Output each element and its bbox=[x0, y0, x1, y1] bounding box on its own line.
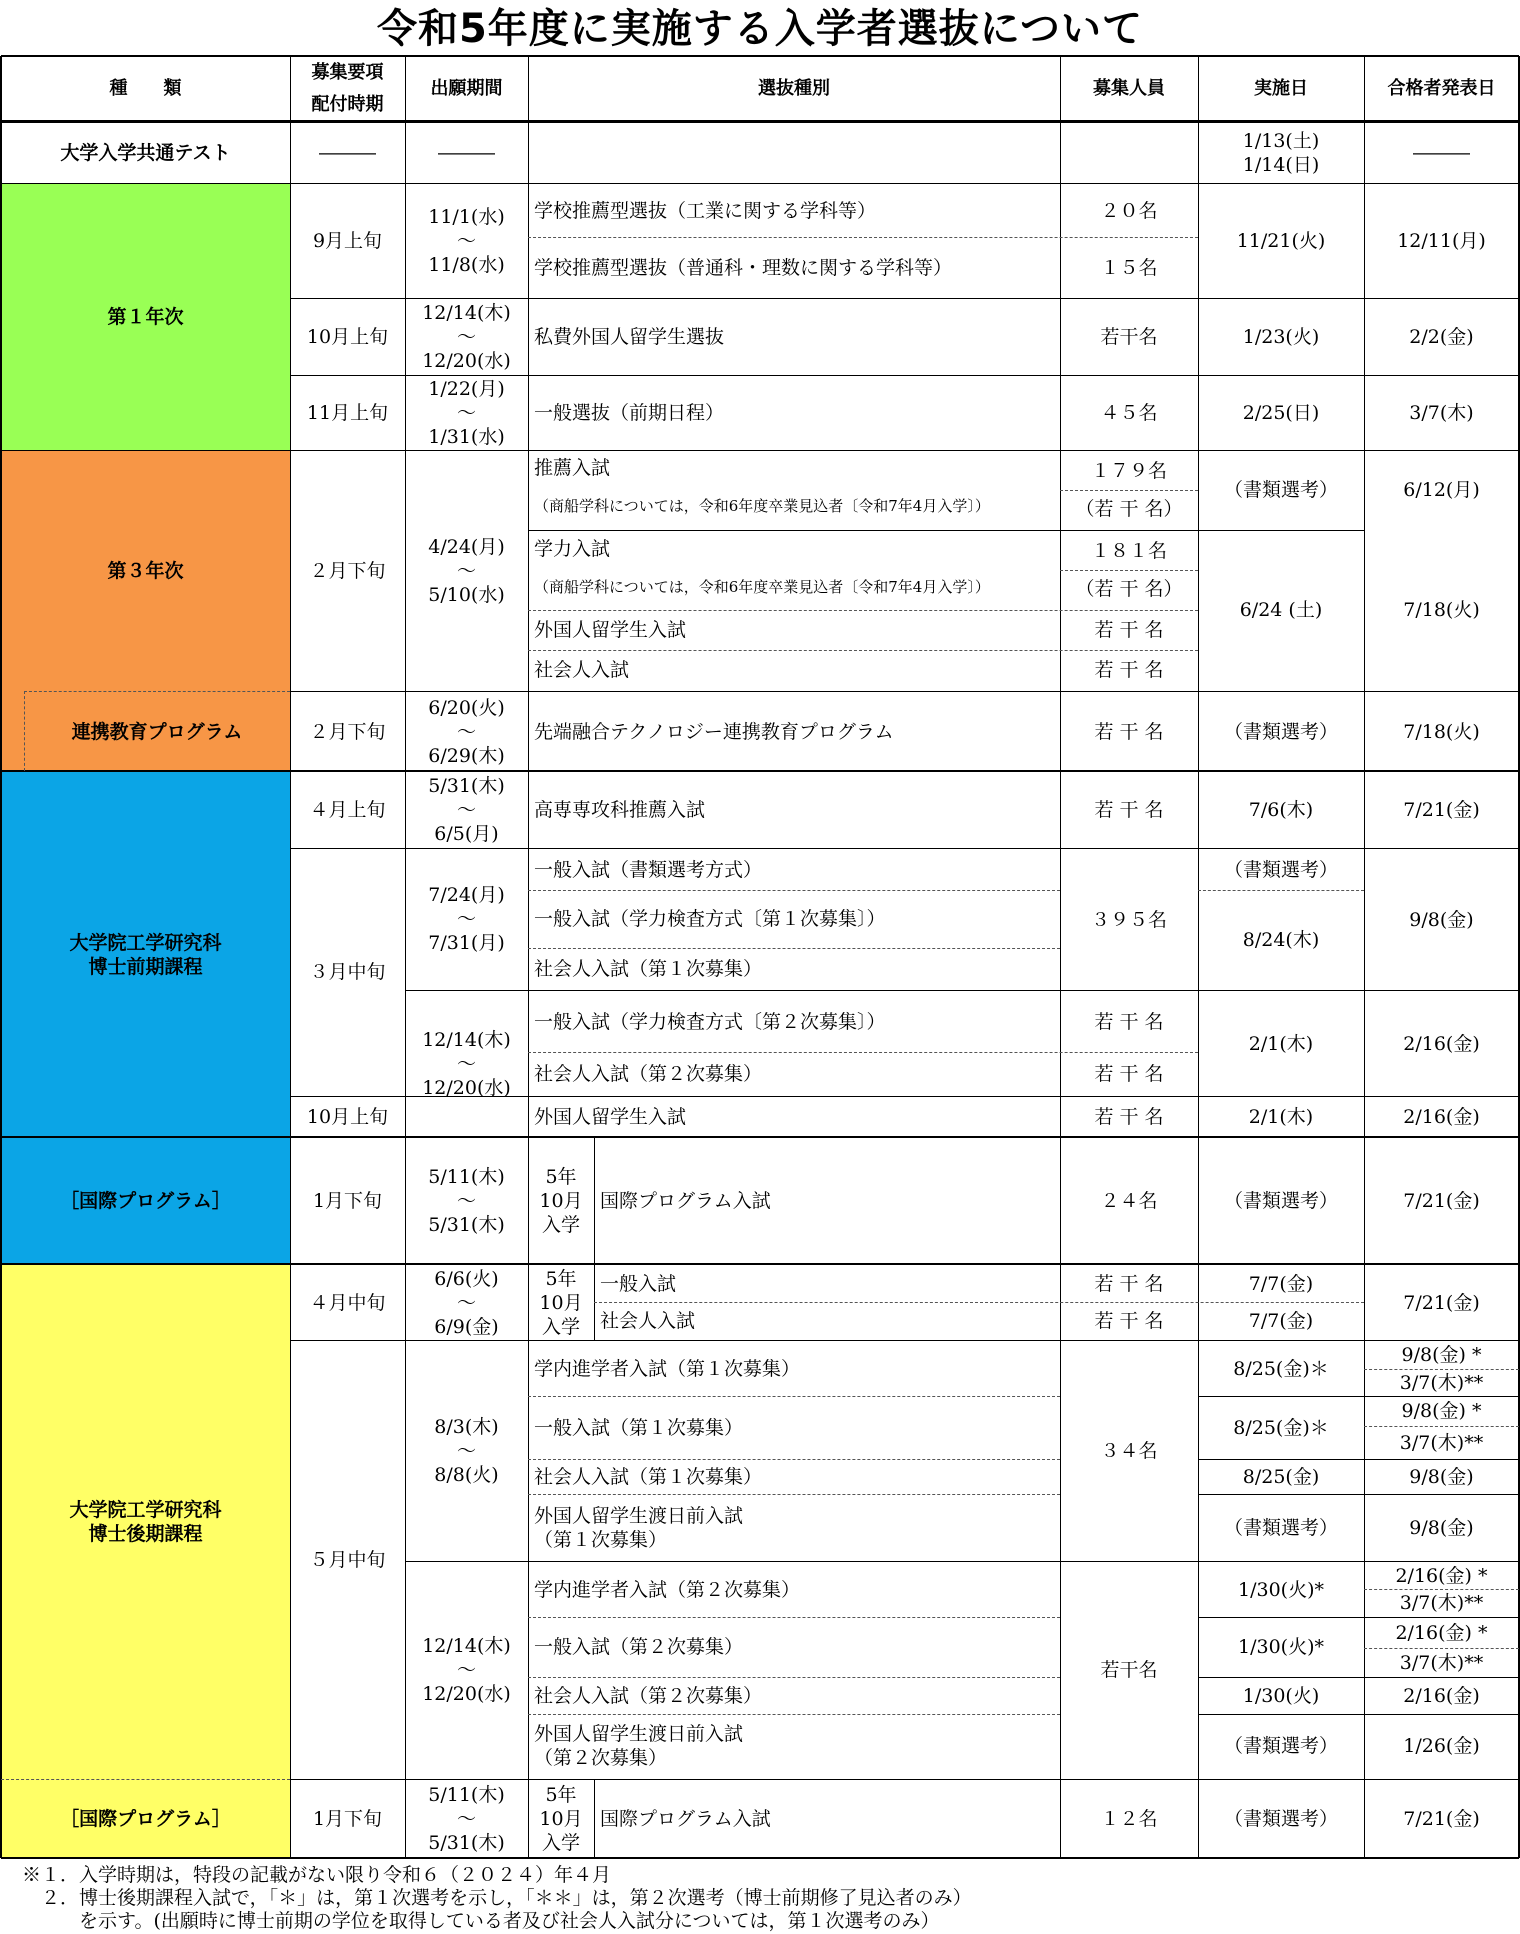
master-g2-sel-a: 一般入試（学力検査方式〔第２次募集〕） bbox=[534, 1010, 886, 1033]
first-r3-guide: 11月上旬 bbox=[306, 401, 389, 424]
header-guide-2: 配付時期 bbox=[311, 94, 384, 115]
third-note-recommend: （商船学科については，令和6年度卒業見込者〔令和7年4月入学〕） bbox=[534, 497, 990, 515]
master-g1-date-b: 8/24(木) bbox=[1242, 929, 1320, 951]
third-sel-intl: 外国人留学生入試 bbox=[534, 619, 687, 641]
doctor-g2-result-2b: 3/7(木)** bbox=[1399, 1651, 1484, 1674]
doctor-g2-date-3: 1/30(火) bbox=[1242, 1684, 1320, 1707]
third-note-academic: （商船学科については，令和6年度卒業見込者〔令和7年4月入学〕） bbox=[534, 578, 990, 596]
renkei-apply: 6/20(火) ～ 6/29(木) bbox=[428, 696, 505, 767]
master-g1-date-a: （書類選考） bbox=[1223, 858, 1338, 881]
master-intl-admit: 5年 10月 入学 bbox=[539, 1166, 583, 1236]
master-g2-cap-a: 若 干 名 bbox=[1094, 1010, 1164, 1033]
master-g2-apply: 12/14(木) ～ 12/20(水) bbox=[422, 1028, 511, 1099]
doctor-label: 大学院工学研究科 博士後期課程 bbox=[69, 1498, 222, 1545]
master-guide-2: ３月中旬 bbox=[309, 961, 386, 983]
first-r3-capacity: ４５名 bbox=[1100, 401, 1158, 424]
doctor-g2-apply: 12/14(木) ～ 12/20(水) bbox=[422, 1635, 511, 1705]
common-test-guide: ――― bbox=[319, 141, 376, 164]
master-g2-sel-b: 社会人入試（第２次募集） bbox=[534, 1063, 763, 1085]
third-sel-recommend: 推薦入試 bbox=[534, 457, 611, 479]
common-test-apply: ――― bbox=[438, 141, 495, 164]
doctor-g1-sel-2: 一般入試（第１次募集） bbox=[534, 1416, 744, 1439]
master-g1-result: 9/8(金) bbox=[1409, 908, 1474, 931]
header-apply: 出願期間 bbox=[430, 78, 503, 99]
doctor-guide-2: ５月中旬 bbox=[309, 1548, 386, 1571]
doctor-r1-date-a: 7/7(金) bbox=[1248, 1272, 1314, 1295]
doctor-r1-sel-a: 一般入試 bbox=[600, 1272, 677, 1295]
doctor-g1-result-1b: 3/7(木)** bbox=[1399, 1371, 1484, 1394]
third-date-main: 6/24 (土) bbox=[1239, 599, 1323, 621]
footnote-3: を示す。(出願時に博士前期の学位を取得している者及び社会人入試分については，第１次選考のみ） bbox=[22, 1910, 940, 1932]
doctor-g2-sel-2: 一般入試（第２次募集） bbox=[534, 1636, 744, 1658]
doctor-intl-label: ［国際プログラム］ bbox=[60, 1808, 231, 1830]
doctor-g1-date-4: （書類選考） bbox=[1223, 1516, 1338, 1539]
doctor-g1-date-1: 8/25(金)＊ bbox=[1233, 1357, 1329, 1380]
master-intl-selection: 国際プログラム入試 bbox=[600, 1190, 771, 1212]
first-r3-date: 2/25(日) bbox=[1242, 401, 1320, 424]
header-selection: 選抜種別 bbox=[758, 78, 830, 99]
doctor-r1-result: 7/21(金) bbox=[1403, 1291, 1480, 1314]
doctor-g2-date-2: 1/30(火)* bbox=[1238, 1636, 1324, 1658]
doctor-intl-selection: 国際プログラム入試 bbox=[600, 1808, 771, 1830]
first-r1-capacity-b: １５名 bbox=[1100, 256, 1158, 279]
footnote-2: ２．博士後期課程入試で，「＊」は，第１次選考を示し，「＊＊」は，第２次選考（博士前期修了見込者のみ） bbox=[22, 1887, 972, 1909]
first-r2-capacity: 若干名 bbox=[1100, 325, 1158, 348]
master-r1-capacity: 若 干 名 bbox=[1094, 799, 1164, 821]
master-intl-label: ［国際プログラム］ bbox=[60, 1190, 231, 1212]
doctor-r1-admit: 5年 10月 入学 bbox=[539, 1267, 583, 1338]
doctor-g2-date-4: （書類選考） bbox=[1223, 1735, 1338, 1757]
doctor-r1-guide: ４月中旬 bbox=[309, 1291, 386, 1314]
third-cap-academic: １８１名 bbox=[1090, 540, 1167, 562]
first-r2-result: 2/2(金) bbox=[1409, 325, 1474, 348]
doctor-g2-sel-1: 学内進学者入試（第２次募集） bbox=[534, 1578, 801, 1601]
doctor-g1-sel-4: 外国人留学生渡日前入試 （第１次募集） bbox=[534, 1504, 744, 1551]
doctor-intl-date: （書類選考） bbox=[1223, 1808, 1338, 1830]
master-g2-date: 2/1(木) bbox=[1248, 1032, 1314, 1055]
doctor-r1-cap-b: 若 干 名 bbox=[1094, 1310, 1164, 1332]
master-g2-result: 2/16(金) bbox=[1403, 1032, 1480, 1055]
first-r2-selection: 私費外国人留学生選抜 bbox=[534, 325, 725, 348]
first-r3-apply: 1/22(月) ～ 1/31(水) bbox=[428, 377, 505, 448]
doctor-r1-sel-b: 社会人入試 bbox=[600, 1310, 696, 1332]
doctor-g2-result-2a: 2/16(金) * bbox=[1395, 1621, 1488, 1644]
third-cap-intl: 若 干 名 bbox=[1094, 619, 1164, 641]
doctor-g1-date-3: 8/25(金) bbox=[1242, 1465, 1320, 1488]
footnote-1: ※１．入学時期は，特段の記載がない限り令和６（２０２４）年４月 bbox=[22, 1864, 612, 1886]
master-label: 大学院工学研究科 博士前期課程 bbox=[69, 931, 222, 978]
first-year-label: 第１年次 bbox=[107, 306, 184, 328]
master-g1-sel-c: 社会人入試（第１次募集） bbox=[534, 958, 763, 980]
doctor-r1-cap-a: 若 干 名 bbox=[1094, 1272, 1164, 1295]
page-title: 令和5年度に実施する入学者選抜について bbox=[376, 6, 1144, 52]
master-g1-sel-b: 一般入試（学力検査方式〔第１次募集〕） bbox=[534, 908, 886, 930]
doctor-g1-result-1a: 9/8(金) * bbox=[1401, 1344, 1482, 1366]
doctor-g2-result-1a: 2/16(金) * bbox=[1395, 1564, 1488, 1587]
master-g1-apply: 7/24(月) ～ 7/31(月) bbox=[428, 884, 505, 954]
doctor-g2-date-1: 1/30(火)* bbox=[1238, 1578, 1324, 1601]
doctor-intl-apply: 5/11(木) ～ 5/31(木) bbox=[428, 1784, 505, 1854]
master-r4-guide: 10月上旬 bbox=[306, 1106, 389, 1128]
first-r3-result: 3/7(木) bbox=[1409, 401, 1474, 424]
doctor-g2-result-4: 1/26(金) bbox=[1403, 1735, 1480, 1757]
third-cap-academic-2: （若 干 名） bbox=[1075, 578, 1183, 600]
header-guide-1: 募集要項 bbox=[311, 62, 384, 83]
first-r1-guide: 9月上旬 bbox=[312, 230, 383, 252]
first-r1-date: 11/21(火) bbox=[1236, 230, 1326, 252]
renkei-label: 連携教育プログラム bbox=[71, 720, 243, 743]
master-r1-guide: ４月上旬 bbox=[309, 799, 386, 821]
third-result-recommend: 6/12(月) bbox=[1403, 479, 1480, 501]
doctor-g1-result-2a: 9/8(金) * bbox=[1401, 1400, 1482, 1422]
renkei-guide: ２月下旬 bbox=[309, 720, 386, 743]
master-g1-sel-a: 一般入試（書類選考方式） bbox=[534, 858, 763, 881]
master-r4-selection: 外国人留学生入試 bbox=[534, 1106, 687, 1128]
third-date-recommend: （書類選考） bbox=[1223, 479, 1338, 501]
first-r2-guide: 10月上旬 bbox=[306, 325, 389, 348]
header-capacity: 募集人員 bbox=[1093, 78, 1165, 99]
common-test-date: 1/13(土) 1/14(日) bbox=[1242, 129, 1320, 176]
third-apply: 4/24(月) ～ 5/10(水) bbox=[428, 535, 505, 606]
master-r4-result: 2/16(金) bbox=[1403, 1106, 1480, 1128]
renkei-capacity: 若 干 名 bbox=[1094, 720, 1164, 743]
first-r3-selection: 一般選抜（前期日程） bbox=[534, 401, 725, 424]
common-test-result: ――― bbox=[1413, 141, 1470, 164]
third-guide: ２月下旬 bbox=[309, 559, 386, 582]
footnotes bbox=[22, 1864, 1502, 1933]
doctor-g1-apply: 8/3(木) ～ 8/8(火) bbox=[434, 1416, 499, 1486]
third-year-label: 第３年次 bbox=[107, 559, 184, 582]
doctor-g1-sel-3: 社会人入試（第１次募集） bbox=[534, 1465, 763, 1488]
master-intl-apply: 5/11(木) ～ 5/31(木) bbox=[428, 1166, 505, 1236]
master-intl-guide: 1月下旬 bbox=[312, 1190, 383, 1212]
doctor-g1-result-3: 9/8(金) bbox=[1409, 1465, 1474, 1488]
third-sel-social: 社会人入試 bbox=[534, 659, 630, 681]
first-r2-date: 1/23(火) bbox=[1242, 325, 1320, 348]
doctor-r1-date-b: 7/7(金) bbox=[1248, 1310, 1314, 1332]
renkei-result: 7/18(火) bbox=[1403, 720, 1480, 743]
doctor-g1-result-2b: 3/7(木)** bbox=[1399, 1431, 1484, 1454]
header-exam-date: 実施日 bbox=[1254, 78, 1308, 99]
master-intl-capacity: ２４名 bbox=[1100, 1190, 1158, 1212]
doctor-intl-admit: 5年 10月 入学 bbox=[539, 1784, 583, 1854]
common-test-type: 大学入学共通テスト bbox=[60, 141, 231, 164]
master-r4-date: 2/1(木) bbox=[1248, 1106, 1314, 1128]
third-result-main: 7/18(火) bbox=[1403, 599, 1480, 621]
third-cap-recommend-2: （若 干 名） bbox=[1075, 498, 1183, 520]
first-r1-capacity-a: ２０名 bbox=[1100, 199, 1158, 222]
third-cap-recommend: １７９名 bbox=[1090, 460, 1167, 482]
doctor-intl-capacity: １２名 bbox=[1100, 1808, 1158, 1830]
renkei-selection: 先端融合テクノロジー連携教育プログラム bbox=[534, 720, 894, 743]
master-r1-result: 7/21(金) bbox=[1403, 799, 1480, 821]
first-r1-selection-b: 学校推薦型選抜（普通科・理数に関する学科等） bbox=[534, 256, 953, 279]
master-r1-selection: 高専専攻科推薦入試 bbox=[534, 799, 706, 821]
doctor-g1-date-2: 8/25(金)＊ bbox=[1233, 1416, 1329, 1439]
first-r1-result: 12/11(月) bbox=[1397, 230, 1486, 252]
doctor-g1-capacity: ３４名 bbox=[1100, 1440, 1158, 1462]
third-sel-academic: 学力入試 bbox=[534, 538, 611, 560]
first-r1-selection-a: 学校推薦型選抜（工業に関する学科等） bbox=[534, 199, 877, 222]
first-r1-apply: 11/1(水) ～ 11/8(水) bbox=[428, 206, 505, 276]
renkei-date: （書類選考） bbox=[1223, 720, 1338, 743]
doctor-g1-result-4: 9/8(金) bbox=[1409, 1516, 1474, 1539]
first-r2-apply: 12/14(木) ～ 12/20(水) bbox=[422, 301, 511, 372]
header-type: 種 類 bbox=[109, 78, 182, 99]
master-g2-cap-b: 若 干 名 bbox=[1094, 1063, 1164, 1085]
master-g1-capacity: ３９５名 bbox=[1090, 908, 1167, 931]
header-result: 合格者発表日 bbox=[1387, 78, 1496, 99]
master-r1-apply: 5/31(木) ～ 6/5(月) bbox=[428, 775, 505, 845]
doctor-g2-capacity: 若干名 bbox=[1100, 1659, 1158, 1681]
doctor-intl-result: 7/21(金) bbox=[1403, 1808, 1480, 1830]
doctor-g1-sel-1: 学内進学者入試（第１次募集） bbox=[534, 1357, 801, 1380]
master-intl-date: （書類選考） bbox=[1223, 1190, 1338, 1212]
doctor-g2-result-3: 2/16(金) bbox=[1403, 1684, 1480, 1707]
master-r1-date: 7/6(木) bbox=[1248, 799, 1314, 821]
doctor-r1-apply: 6/6(火) ～ 6/9(金) bbox=[434, 1267, 499, 1338]
third-cap-social: 若 干 名 bbox=[1094, 659, 1164, 681]
master-r4-capacity: 若 干 名 bbox=[1094, 1106, 1164, 1128]
doctor-intl-guide: 1月下旬 bbox=[312, 1808, 383, 1830]
doctor-g2-sel-3: 社会人入試（第２次募集） bbox=[534, 1684, 763, 1707]
doctor-g2-sel-4: 外国人留学生渡日前入試 （第２次募集） bbox=[534, 1723, 744, 1769]
doctor-g2-result-1b: 3/7(木)** bbox=[1399, 1592, 1484, 1614]
master-intl-result: 7/21(金) bbox=[1403, 1190, 1480, 1212]
